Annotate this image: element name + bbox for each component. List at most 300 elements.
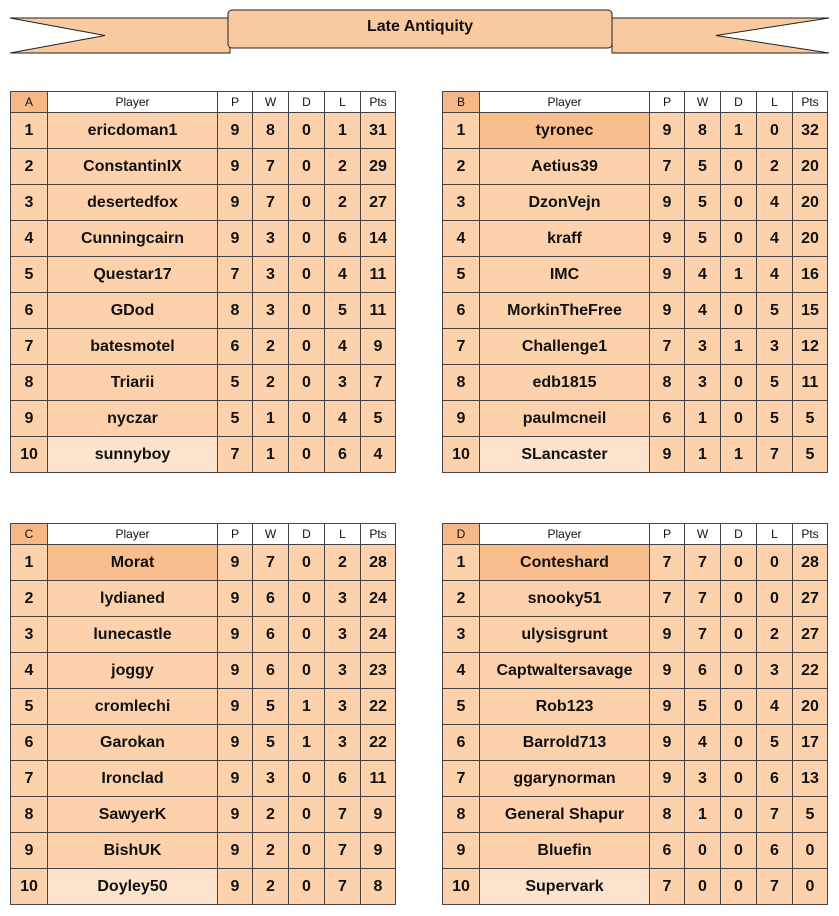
column-header-p: P <box>218 524 253 545</box>
pts-cell: 22 <box>361 689 396 725</box>
position-cell: 9 <box>11 833 48 869</box>
pts-cell: 12 <box>793 329 828 365</box>
position-cell: 4 <box>443 653 480 689</box>
pts-cell: 28 <box>361 545 396 581</box>
p-cell: 9 <box>218 545 253 581</box>
p-cell: 7 <box>650 149 685 185</box>
pts-cell: 27 <box>793 581 828 617</box>
player-name-cell: Doyley50 <box>48 869 218 905</box>
d-cell: 0 <box>289 545 325 581</box>
d-cell: 0 <box>721 869 757 905</box>
p-cell: 9 <box>218 833 253 869</box>
column-header-player: Player <box>480 92 650 113</box>
player-name-cell: batesmotel <box>48 329 218 365</box>
l-cell: 6 <box>325 221 361 257</box>
d-cell: 0 <box>289 149 325 185</box>
w-cell: 2 <box>253 329 289 365</box>
player-name-cell: cromlechi <box>48 689 218 725</box>
l-cell: 4 <box>757 257 793 293</box>
pts-cell: 5 <box>361 401 396 437</box>
pts-cell: 14 <box>361 221 396 257</box>
table-row <box>11 833 396 869</box>
table-row <box>11 797 396 833</box>
column-header-w: W <box>685 92 721 113</box>
w-cell: 3 <box>253 761 289 797</box>
table-row <box>443 869 828 905</box>
table-row <box>443 149 828 185</box>
p-cell: 8 <box>650 365 685 401</box>
player-name-cell: GDod <box>48 293 218 329</box>
l-cell: 5 <box>325 293 361 329</box>
pts-cell: 20 <box>793 689 828 725</box>
position-cell: 8 <box>11 365 48 401</box>
l-cell: 6 <box>325 437 361 473</box>
player-name-cell: SLancaster <box>480 437 650 473</box>
pts-cell: 27 <box>361 185 396 221</box>
d-cell: 1 <box>289 689 325 725</box>
w-cell: 8 <box>253 113 289 149</box>
table-row <box>443 761 828 797</box>
table-row <box>11 689 396 725</box>
l-cell: 3 <box>757 329 793 365</box>
p-cell: 9 <box>218 113 253 149</box>
position-cell: 9 <box>443 401 480 437</box>
pts-cell: 22 <box>793 653 828 689</box>
player-name-cell: Aetius39 <box>480 149 650 185</box>
player-name-cell: Cunningcairn <box>48 221 218 257</box>
l-cell: 3 <box>325 653 361 689</box>
p-cell: 8 <box>218 293 253 329</box>
w-cell: 1 <box>685 797 721 833</box>
table-row <box>11 725 396 761</box>
l-cell: 5 <box>757 401 793 437</box>
player-name-cell: Triarii <box>48 365 218 401</box>
w-cell: 2 <box>253 869 289 905</box>
l-cell: 7 <box>325 833 361 869</box>
d-cell: 1 <box>289 725 325 761</box>
position-cell: 9 <box>443 833 480 869</box>
table-row <box>443 221 828 257</box>
l-cell: 0 <box>757 113 793 149</box>
position-cell: 2 <box>11 581 48 617</box>
group-label: C <box>11 524 48 545</box>
position-cell: 6 <box>443 725 480 761</box>
player-name-cell: Captwaltersavage <box>480 653 650 689</box>
w-cell: 5 <box>685 185 721 221</box>
position-cell: 6 <box>443 293 480 329</box>
d-cell: 0 <box>289 833 325 869</box>
position-cell: 2 <box>443 149 480 185</box>
position-cell: 5 <box>443 689 480 725</box>
d-cell: 0 <box>721 293 757 329</box>
position-cell: 1 <box>11 545 48 581</box>
player-name-cell: edb1815 <box>480 365 650 401</box>
page-title: Late Antiquity <box>366 18 474 35</box>
banner-ribbon-left <box>10 18 230 53</box>
column-header-l: L <box>325 524 361 545</box>
w-cell: 0 <box>685 833 721 869</box>
column-header-d: D <box>289 524 325 545</box>
player-name-cell: ggarynorman <box>480 761 650 797</box>
l-cell: 2 <box>325 545 361 581</box>
table-row <box>443 185 828 221</box>
pts-cell: 24 <box>361 617 396 653</box>
w-cell: 6 <box>253 581 289 617</box>
p-cell: 7 <box>218 257 253 293</box>
table-row <box>11 761 396 797</box>
d-cell: 0 <box>289 329 325 365</box>
group-table-b <box>442 91 828 473</box>
d-cell: 1 <box>721 329 757 365</box>
d-cell: 0 <box>289 185 325 221</box>
d-cell: 0 <box>721 185 757 221</box>
player-name-cell: Morat <box>48 545 218 581</box>
position-cell: 10 <box>443 869 480 905</box>
pts-cell: 20 <box>793 221 828 257</box>
d-cell: 0 <box>721 653 757 689</box>
w-cell: 1 <box>253 437 289 473</box>
p-cell: 9 <box>218 725 253 761</box>
d-cell: 0 <box>721 581 757 617</box>
player-name-cell: Bluefin <box>480 833 650 869</box>
table-row <box>443 257 828 293</box>
table-row <box>11 257 396 293</box>
w-cell: 4 <box>685 257 721 293</box>
w-cell: 4 <box>685 725 721 761</box>
player-name-cell: MorkinTheFree <box>480 293 650 329</box>
d-cell: 0 <box>721 689 757 725</box>
position-cell: 6 <box>11 293 48 329</box>
d-cell: 0 <box>289 401 325 437</box>
w-cell: 3 <box>685 329 721 365</box>
pts-cell: 5 <box>793 437 828 473</box>
position-cell: 2 <box>11 149 48 185</box>
table-row <box>11 365 396 401</box>
player-name-cell: ConstantinIX <box>48 149 218 185</box>
position-cell: 8 <box>11 797 48 833</box>
pts-cell: 9 <box>361 797 396 833</box>
player-name-cell: IMC <box>480 257 650 293</box>
position-cell: 7 <box>443 761 480 797</box>
d-cell: 1 <box>721 113 757 149</box>
d-cell: 0 <box>721 221 757 257</box>
d-cell: 0 <box>289 293 325 329</box>
pts-cell: 9 <box>361 329 396 365</box>
position-cell: 8 <box>443 365 480 401</box>
d-cell: 0 <box>721 761 757 797</box>
w-cell: 1 <box>685 437 721 473</box>
player-name-cell: BishUK <box>48 833 218 869</box>
table-row <box>11 581 396 617</box>
d-cell: 0 <box>289 869 325 905</box>
d-cell: 0 <box>289 581 325 617</box>
table-header-row <box>11 524 396 545</box>
l-cell: 3 <box>325 725 361 761</box>
pts-cell: 0 <box>793 833 828 869</box>
player-name-cell: Conteshard <box>480 545 650 581</box>
l-cell: 6 <box>757 761 793 797</box>
column-header-pts: Pts <box>793 524 828 545</box>
pts-cell: 20 <box>793 185 828 221</box>
pts-cell: 11 <box>361 761 396 797</box>
l-cell: 4 <box>757 689 793 725</box>
d-cell: 0 <box>289 653 325 689</box>
position-cell: 4 <box>443 221 480 257</box>
w-cell: 4 <box>685 293 721 329</box>
w-cell: 8 <box>685 113 721 149</box>
p-cell: 5 <box>218 401 253 437</box>
d-cell: 0 <box>289 797 325 833</box>
column-header-p: P <box>650 524 685 545</box>
p-cell: 7 <box>650 329 685 365</box>
p-cell: 9 <box>218 797 253 833</box>
d-cell: 0 <box>289 221 325 257</box>
table-row <box>443 113 828 149</box>
p-cell: 9 <box>650 653 685 689</box>
p-cell: 9 <box>650 113 685 149</box>
table-row <box>11 329 396 365</box>
w-cell: 6 <box>253 653 289 689</box>
column-header-l: L <box>757 524 793 545</box>
w-cell: 1 <box>685 401 721 437</box>
position-cell: 3 <box>11 185 48 221</box>
player-name-cell: DzonVejn <box>480 185 650 221</box>
table-row <box>443 653 828 689</box>
position-cell: 7 <box>11 761 48 797</box>
pts-cell: 31 <box>361 113 396 149</box>
column-header-p: P <box>650 92 685 113</box>
player-name-cell: Challenge1 <box>480 329 650 365</box>
l-cell: 7 <box>325 869 361 905</box>
column-header-w: W <box>253 524 289 545</box>
p-cell: 5 <box>218 365 253 401</box>
d-cell: 0 <box>289 365 325 401</box>
table-row <box>443 797 828 833</box>
p-cell: 9 <box>218 221 253 257</box>
pts-cell: 20 <box>793 149 828 185</box>
w-cell: 7 <box>685 545 721 581</box>
w-cell: 5 <box>685 221 721 257</box>
position-cell: 8 <box>443 797 480 833</box>
d-cell: 0 <box>289 257 325 293</box>
w-cell: 5 <box>685 689 721 725</box>
position-cell: 10 <box>443 437 480 473</box>
position-cell: 3 <box>443 617 480 653</box>
column-header-pts: Pts <box>361 524 396 545</box>
player-name-cell: Supervark <box>480 869 650 905</box>
pts-cell: 16 <box>793 257 828 293</box>
banner-ribbon-right <box>612 18 829 53</box>
p-cell: 9 <box>218 185 253 221</box>
position-cell: 10 <box>11 869 48 905</box>
pts-cell: 0 <box>793 869 828 905</box>
d-cell: 0 <box>721 149 757 185</box>
l-cell: 6 <box>325 761 361 797</box>
w-cell: 2 <box>253 797 289 833</box>
p-cell: 9 <box>218 869 253 905</box>
d-cell: 0 <box>721 545 757 581</box>
w-cell: 5 <box>253 725 289 761</box>
p-cell: 9 <box>218 581 253 617</box>
l-cell: 3 <box>325 365 361 401</box>
table-header-row <box>443 524 828 545</box>
player-name-cell: ericdoman1 <box>48 113 218 149</box>
w-cell: 5 <box>253 689 289 725</box>
player-name-cell: Barrold713 <box>480 725 650 761</box>
w-cell: 7 <box>685 581 721 617</box>
p-cell: 9 <box>650 437 685 473</box>
l-cell: 3 <box>325 689 361 725</box>
l-cell: 7 <box>757 437 793 473</box>
table-header-row <box>11 92 396 113</box>
p-cell: 9 <box>650 293 685 329</box>
d-cell: 0 <box>289 437 325 473</box>
position-cell: 5 <box>11 689 48 725</box>
position-cell: 6 <box>11 725 48 761</box>
player-name-cell: tyronec <box>480 113 650 149</box>
pts-cell: 8 <box>361 869 396 905</box>
d-cell: 0 <box>289 761 325 797</box>
p-cell: 9 <box>650 617 685 653</box>
table-row <box>11 653 396 689</box>
column-header-player: Player <box>48 524 218 545</box>
p-cell: 9 <box>650 725 685 761</box>
column-header-l: L <box>757 92 793 113</box>
table-row <box>443 617 828 653</box>
player-name-cell: desertedfox <box>48 185 218 221</box>
d-cell: 1 <box>721 437 757 473</box>
l-cell: 2 <box>325 185 361 221</box>
l-cell: 6 <box>757 833 793 869</box>
d-cell: 0 <box>289 113 325 149</box>
w-cell: 3 <box>253 293 289 329</box>
group-table-c <box>10 523 396 905</box>
column-header-w: W <box>685 524 721 545</box>
group-label: A <box>11 92 48 113</box>
p-cell: 9 <box>650 761 685 797</box>
pts-cell: 17 <box>793 725 828 761</box>
l-cell: 0 <box>757 581 793 617</box>
p-cell: 7 <box>650 545 685 581</box>
d-cell: 0 <box>721 725 757 761</box>
table-row <box>11 149 396 185</box>
player-name-cell: paulmcneil <box>480 401 650 437</box>
column-header-d: D <box>721 92 757 113</box>
position-cell: 1 <box>443 545 480 581</box>
table-row <box>11 617 396 653</box>
column-header-player: Player <box>480 524 650 545</box>
pts-cell: 23 <box>361 653 396 689</box>
table-row <box>443 293 828 329</box>
table-row <box>11 293 396 329</box>
pts-cell: 15 <box>793 293 828 329</box>
pts-cell: 4 <box>361 437 396 473</box>
pts-cell: 27 <box>793 617 828 653</box>
w-cell: 1 <box>253 401 289 437</box>
column-header-pts: Pts <box>361 92 396 113</box>
position-cell: 4 <box>11 221 48 257</box>
table-row <box>443 365 828 401</box>
d-cell: 0 <box>721 797 757 833</box>
w-cell: 3 <box>253 221 289 257</box>
w-cell: 6 <box>253 617 289 653</box>
p-cell: 9 <box>650 257 685 293</box>
player-name-cell: nyczar <box>48 401 218 437</box>
position-cell: 3 <box>443 185 480 221</box>
l-cell: 3 <box>757 653 793 689</box>
position-cell: 10 <box>11 437 48 473</box>
column-header-w: W <box>253 92 289 113</box>
l-cell: 5 <box>757 293 793 329</box>
p-cell: 7 <box>650 581 685 617</box>
pts-cell: 7 <box>361 365 396 401</box>
p-cell: 9 <box>650 221 685 257</box>
position-cell: 5 <box>11 257 48 293</box>
player-name-cell: SawyerK <box>48 797 218 833</box>
p-cell: 9 <box>650 185 685 221</box>
position-cell: 2 <box>443 581 480 617</box>
l-cell: 4 <box>325 401 361 437</box>
table-header-row <box>443 92 828 113</box>
pts-cell: 13 <box>793 761 828 797</box>
player-name-cell: snooky51 <box>480 581 650 617</box>
w-cell: 7 <box>685 617 721 653</box>
column-header-p: P <box>218 92 253 113</box>
column-header-l: L <box>325 92 361 113</box>
pts-cell: 28 <box>793 545 828 581</box>
column-header-player: Player <box>48 92 218 113</box>
table-row <box>11 869 396 905</box>
w-cell: 6 <box>685 653 721 689</box>
w-cell: 5 <box>685 149 721 185</box>
position-cell: 9 <box>11 401 48 437</box>
player-name-cell: Garokan <box>48 725 218 761</box>
p-cell: 6 <box>218 329 253 365</box>
player-name-cell: Questar17 <box>48 257 218 293</box>
position-cell: 5 <box>443 257 480 293</box>
l-cell: 3 <box>325 581 361 617</box>
table-row <box>11 113 396 149</box>
d-cell: 0 <box>721 833 757 869</box>
w-cell: 7 <box>253 185 289 221</box>
player-name-cell: ulysisgrunt <box>480 617 650 653</box>
w-cell: 2 <box>253 833 289 869</box>
w-cell: 7 <box>253 545 289 581</box>
player-name-cell: lydianed <box>48 581 218 617</box>
pts-cell: 24 <box>361 581 396 617</box>
w-cell: 2 <box>253 365 289 401</box>
table-row <box>443 545 828 581</box>
w-cell: 7 <box>253 149 289 185</box>
l-cell: 2 <box>757 617 793 653</box>
table-row <box>443 833 828 869</box>
player-name-cell: General Shapur <box>480 797 650 833</box>
table-row <box>443 437 828 473</box>
p-cell: 9 <box>218 653 253 689</box>
l-cell: 4 <box>325 257 361 293</box>
player-name-cell: kraff <box>480 221 650 257</box>
column-header-d: D <box>289 92 325 113</box>
table-row <box>11 185 396 221</box>
pts-cell: 5 <box>793 797 828 833</box>
table-row <box>11 437 396 473</box>
position-cell: 3 <box>11 617 48 653</box>
pts-cell: 11 <box>793 365 828 401</box>
l-cell: 5 <box>757 365 793 401</box>
position-cell: 1 <box>443 113 480 149</box>
l-cell: 5 <box>757 725 793 761</box>
player-name-cell: Rob123 <box>480 689 650 725</box>
